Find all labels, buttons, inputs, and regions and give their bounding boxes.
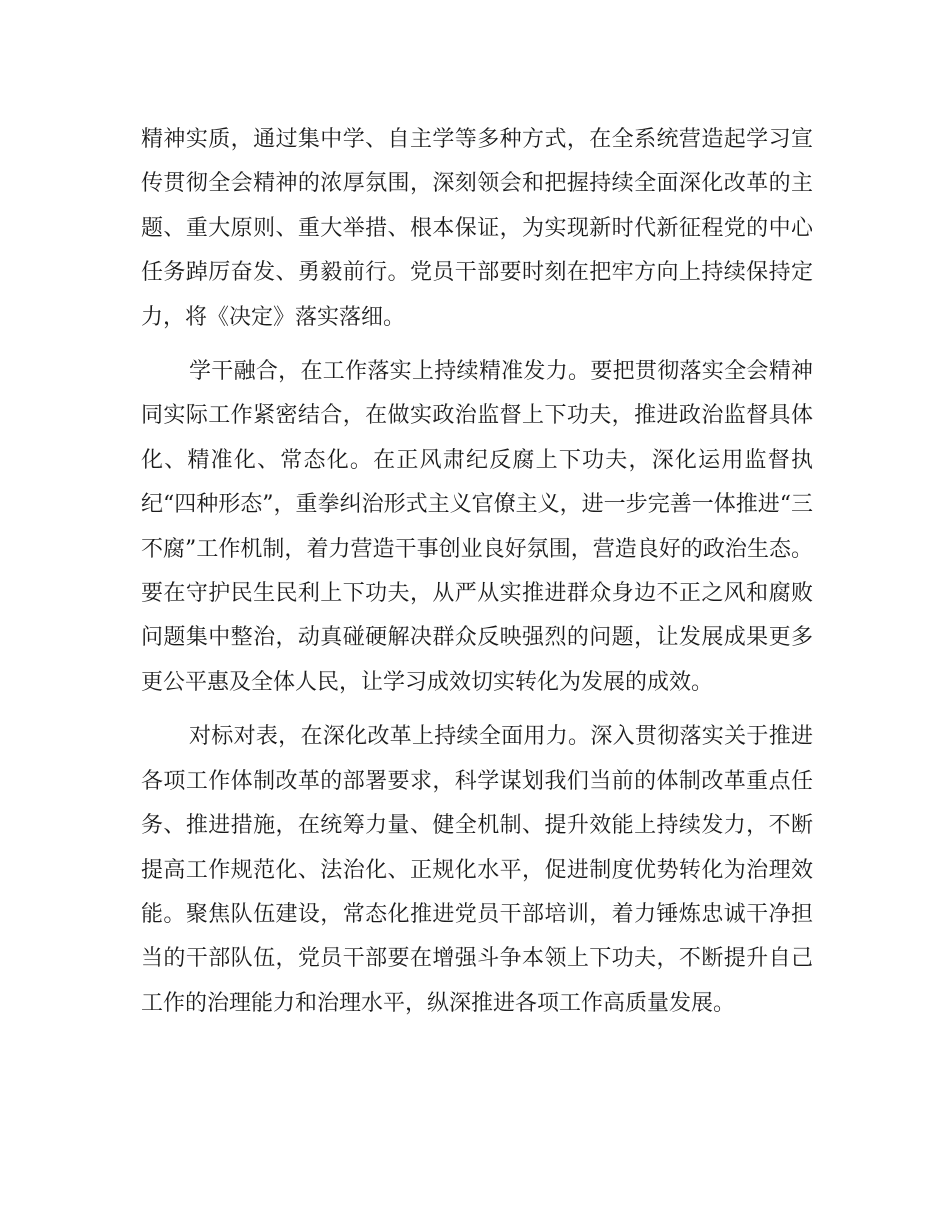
paragraph-deepening-reform: 对标对表，在深化改革上持续全面用力。深入贯彻落实关于推进各项工作体制改革的部署要求，科学谋划我们当前的体制改革重点任务、推进措施，在统筹力量、健全机制、提升效能上持续发力，不断提高工作规范化、法治化、正规化水平，促进制度优势转化为治理效能。聚焦队伍建设，常态化推进党员干部培训，着力锤炼忠诚干净担当的干部队伍，党员干部要在增强斗争本领上下功夫，不断提升自己工作的治理能力和治理水平，纵深推进各项工作高质量发展。 xyxy=(141,724,813,1016)
paragraph-continuation: 精神实质，通过集中学、自主学等多种方式，在全系统营造起学习宣传贯彻全会精神的浓厚氛围，深刻领会和把握持续全面深化改革的主题、重大原则、重大举措、根本保证，为实现新时代新征程党的中心任务踔厉奋发、勇毅前行。党员干部要时刻在把牢方向上持续保持定力，将《决定》落实落细。 xyxy=(141,127,813,330)
paragraph-work-implementation: 学干融合，在工作落实上持续精准发力。要把贯彻落实全会精神同实际工作紧密结合，在做实政治监督上下功夫，推进政治监督具体化、精准化、常态化。在正风肃纪反腐上下功夫，深化运用监督执纪“四种形态”，重拳纠治形式主义官僚主义，进一步完善一体推进“三不腐”工作机制，着力营造干事创业良好氛围，营造良好的政治生态。要在守护民生民利上下功夫，从严从实推进群众身边不正之风和腐败问题集中整治，动真碰硬解决群众反映强烈的问题，让发展成果更多更公平惠及全体人民，让学习成效切实转化为发展的成效。 xyxy=(141,359,813,695)
document-body xyxy=(141,118,813,1026)
